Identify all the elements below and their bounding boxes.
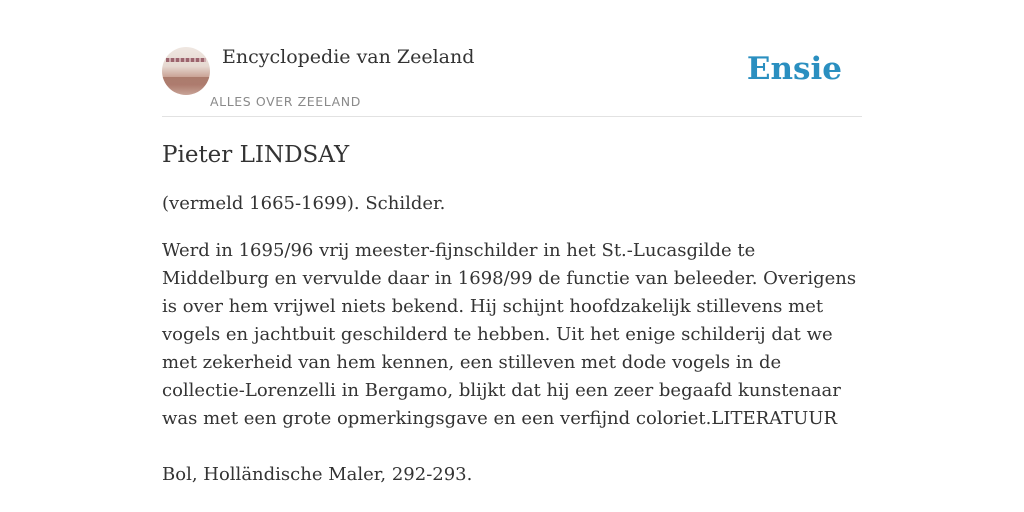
article-reference: Bol, Holländische Maler, 292-293.	[162, 464, 473, 485]
avatar-shadow-decoration	[162, 77, 210, 95]
site-header	[162, 44, 862, 117]
article	[162, 139, 862, 489]
site-title-link[interactable]: Encyclopedie van Zeeland	[222, 46, 475, 68]
ensie-logo-link[interactable]: Ensie	[746, 51, 842, 87]
avatar-band-decoration	[166, 58, 206, 62]
site-tagline: ALLES OVER ZEELAND	[210, 94, 361, 109]
article-intro: (vermeld 1665-1699). Schilder.	[162, 193, 446, 214]
article-body: Werd in 1695/96 vrij meester-fijnschilder in het St.-Lucasgilde te Middelburg en vervulde daar in 1698/99 de functie van beleeder. Overigens is over hem vrijwel niets bekend. Hij schijnt hoofdzakelijk stillevens met vogels en jachtbuit geschilderd te hebben. Uit het enige schilderij dat we met zekerheid van hem kennen, een stilleven met dode vogels in de collectie-Lorenzelli in Bergamo, blijkt dat hij een zeer begaafd kunstenaar was met een grote opmerkingsgave en een verfijnd coloriet.LITERATUUR	[162, 240, 857, 429]
encyclopedia-avatar-image[interactable]	[162, 47, 210, 95]
article-title: Pieter LINDSAY	[162, 142, 350, 168]
